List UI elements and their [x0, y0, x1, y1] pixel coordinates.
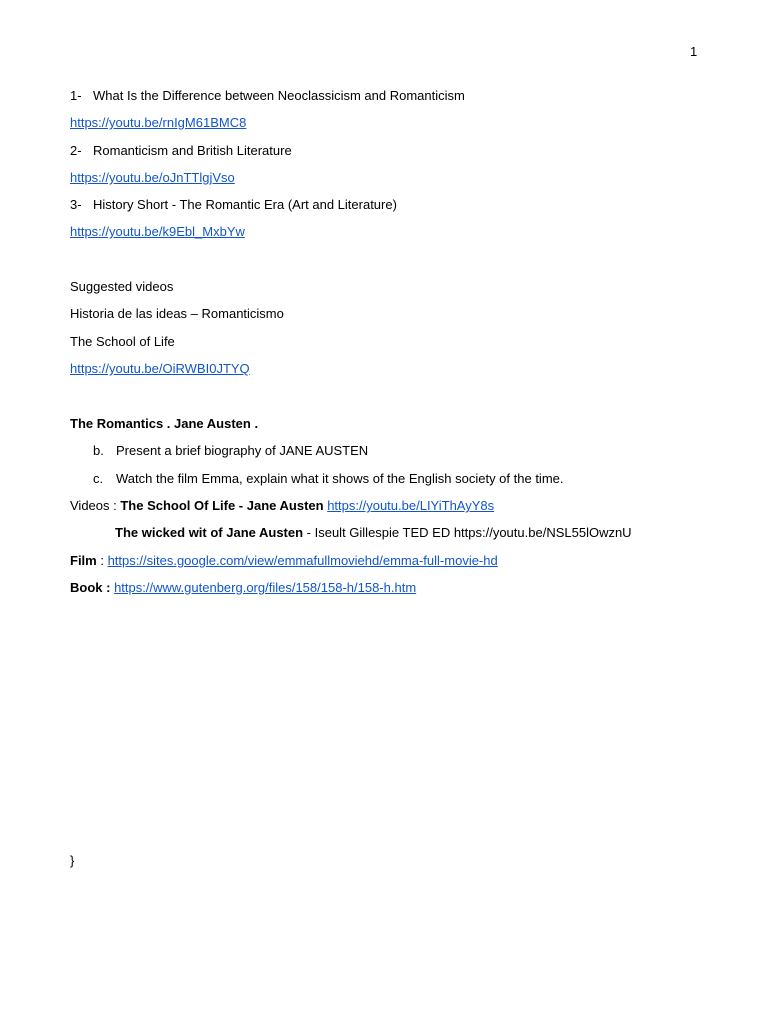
list-item-number: 2- [70, 143, 82, 158]
list-item-3 [70, 197, 397, 213]
list-item-1 [70, 88, 465, 104]
wicked-wit-title: The wicked wit of Jane Austen [115, 525, 304, 540]
romantics-heading-text: The Romantics . Jane Austen . [70, 416, 259, 431]
film-row [70, 553, 498, 569]
video-link-2[interactable]: https://youtu.be/oJnTTlgjVso [70, 170, 235, 185]
task-text: Present a brief biography of JANE AUSTEN [116, 443, 369, 458]
book-link[interactable]: https://www.gutenberg.org/files/158/158-h/158-h.htm [114, 580, 417, 595]
wicked-wit-row [115, 525, 632, 541]
film-link[interactable]: https://sites.google.com/view/emmafullmoviehd/emma-full-movie-hd [107, 553, 498, 568]
list-item-title: History Short - The Romantic Era (Art and Literature) [93, 197, 397, 212]
task-letter: c. [93, 471, 104, 486]
video-link-3[interactable]: https://youtu.be/k9Ebl_MxbYw [70, 224, 245, 239]
closing-brace: } [70, 853, 75, 868]
book-label: Book : [70, 580, 111, 595]
suggested-title: Historia de las ideas – Romanticismo [70, 306, 284, 321]
task-text: Watch the film Emma, explain what it shows of the English society of the time. [116, 471, 564, 486]
list-item-2-link-row [70, 170, 235, 186]
videos-label: Videos : [70, 498, 121, 513]
film-separator: : [96, 553, 108, 568]
suggested-link[interactable]: https://youtu.be/OiRWBI0JTYQ [70, 361, 250, 376]
task-c [93, 471, 563, 487]
romantics-heading [70, 416, 258, 432]
task-letter: b. [93, 443, 104, 458]
list-item-1-link-row [70, 115, 246, 131]
suggested-heading: Suggested videos [70, 279, 174, 294]
list-item-number: 3- [70, 197, 82, 212]
videos-link[interactable]: https://youtu.be/LIYiThAyY8s [327, 498, 495, 513]
list-item-title: Romanticism and British Literature [93, 143, 292, 158]
task-b [93, 443, 368, 459]
list-item-3-link-row [70, 224, 245, 240]
list-item-2 [70, 143, 292, 159]
suggested-channel: The School of Life [70, 334, 175, 349]
list-item-number: 1- [70, 88, 82, 103]
videos-row [70, 498, 494, 514]
page-number: 1 [690, 44, 698, 59]
list-item-title: What Is the Difference between Neoclassicism and Romanticism [93, 88, 465, 103]
video-link-1[interactable]: https://youtu.be/rnIgM61BMC8 [70, 115, 247, 130]
film-label: Film [70, 553, 97, 568]
videos-title: The School Of Life - Jane Austen [120, 498, 324, 513]
book-row [70, 580, 416, 596]
wicked-wit-details: - Iseult Gillespie TED ED https://youtu.be/NSL55lOwznU [303, 525, 632, 540]
suggested-link-row [70, 361, 250, 377]
